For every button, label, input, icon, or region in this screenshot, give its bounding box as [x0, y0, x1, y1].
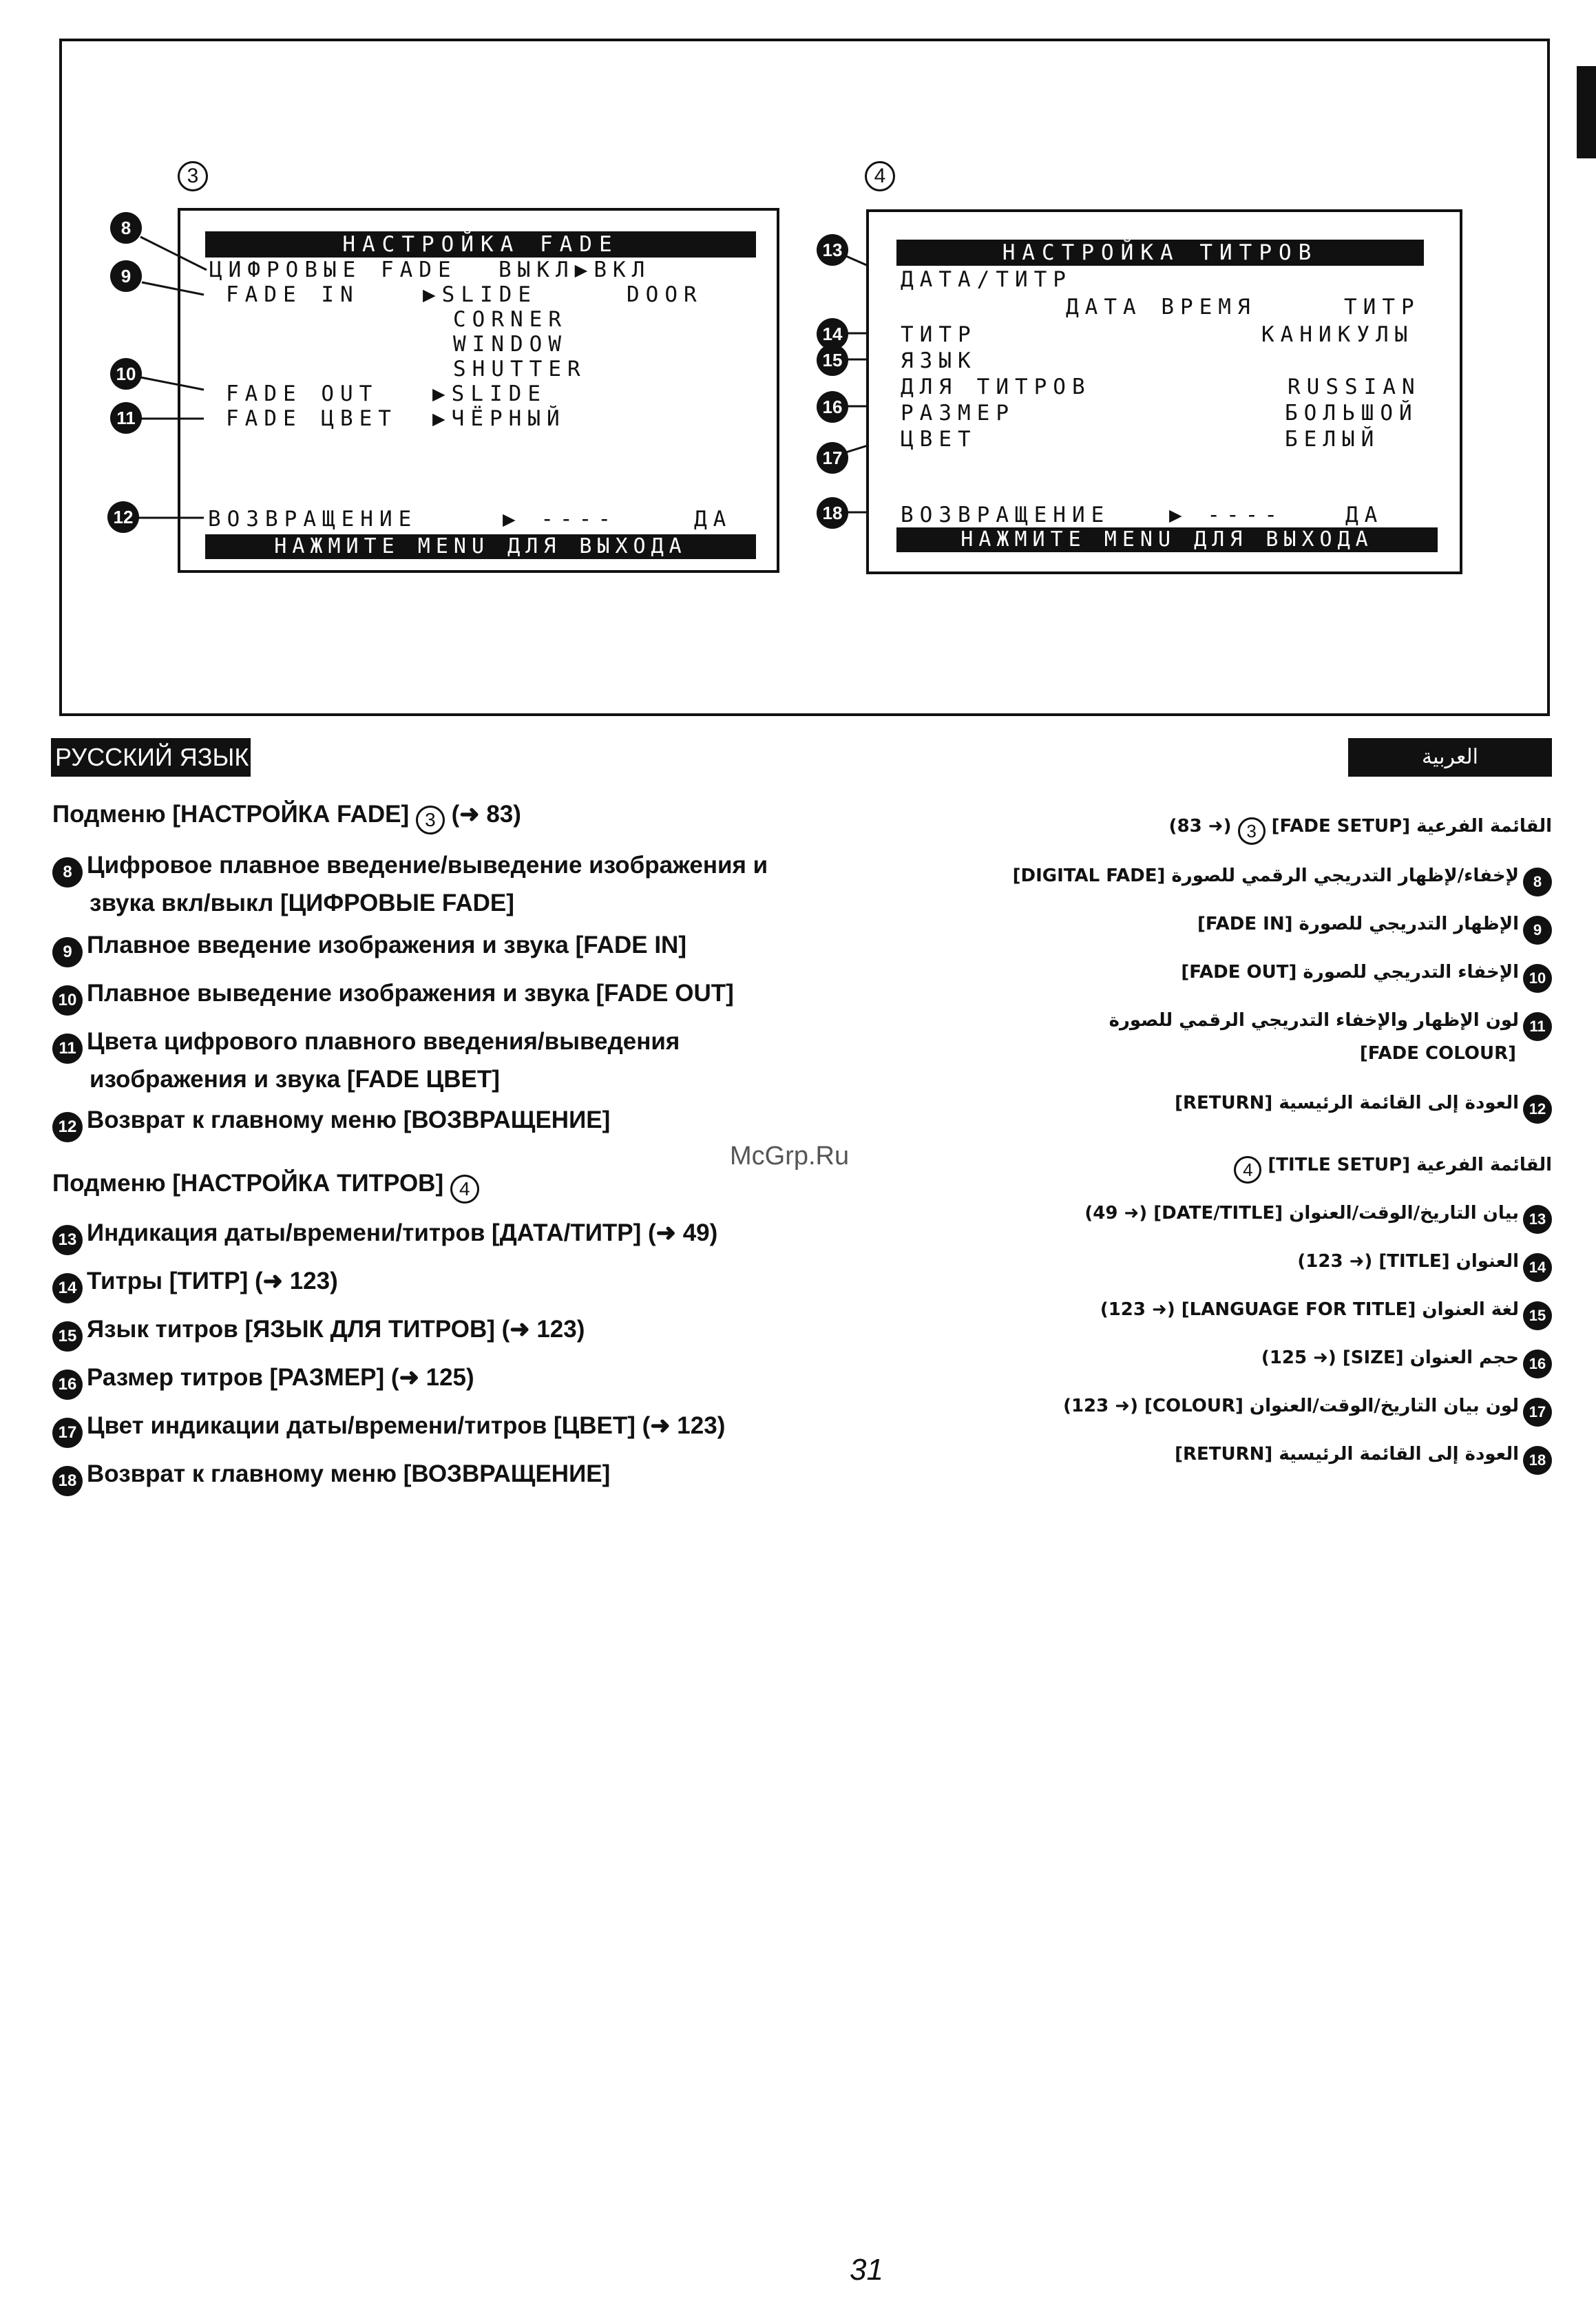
ru-item-11	[52, 1026, 844, 1095]
screen-b-date-title-options: ДАТА ВРЕМЯ	[1066, 295, 1257, 319]
ar-heading1-post: (➜ 83)	[1168, 816, 1232, 837]
ru-item-8	[52, 850, 844, 919]
screen-a-fade-colour-value: ▶ЧЁРНЫЙ	[432, 406, 566, 431]
ru-heading-fade-setup	[52, 799, 844, 835]
screen-b-date-title-value: ТИТР	[1344, 295, 1420, 319]
screen-a-digital-label: ЦИФРОВЫЕ FADE	[209, 258, 457, 282]
ar-item-12-num: 12	[1523, 1095, 1552, 1124]
ru-item-18	[52, 1458, 844, 1496]
ar-item-11-num: 11	[1523, 1012, 1552, 1041]
ar-item-17-num: 17	[1523, 1398, 1552, 1427]
screen-b-colour-value: БЕЛЫЙ	[1285, 427, 1380, 452]
ar-item-8-num: 8	[1523, 868, 1552, 896]
screen-b-size-value: БОЛЬШОЙ	[1285, 401, 1418, 426]
ar-heading2-ref: 4	[1234, 1156, 1261, 1184]
screen-a-fade-out-label: FADE OUT	[226, 381, 379, 406]
screen-b-date-title-label: ДАТА/ТИТР	[901, 267, 1072, 292]
page-number: 31	[850, 2253, 883, 2287]
ar-item-9-line1: الإظهار التدريجي للصورة [FADE IN]	[1197, 914, 1519, 934]
ru-item-10-line1: Плавное выведение изображения и звука [FADE OUT]	[87, 980, 734, 1007]
ru-item-8-line2: звука вкл/выкл [ЦИФРОВЫЕ FADE]	[90, 890, 514, 916]
ar-item-15	[863, 1297, 1552, 1330]
ru-item-9	[52, 930, 844, 967]
screen-b-return-arrow: ▶ ----	[1169, 503, 1283, 527]
screen-a-return-arrow: ▶ ----	[503, 507, 617, 532]
arabic-language-badge: العربية	[1348, 738, 1552, 777]
screen-a-fade-colour-label: FADE ЦВЕТ	[226, 406, 397, 431]
ru-item-12	[52, 1104, 844, 1142]
ar-item-15-line1: لغة العنوان [LANGUAGE FOR TITLE] (➜ 123)	[1100, 1299, 1519, 1320]
ru-item-16-line1: Размер титров [РАЗМЕР] (➜ 125)	[87, 1364, 474, 1391]
screen-b-lang-label-2: ДЛЯ ТИТРОВ	[901, 375, 1091, 399]
ru-heading2-ref: 4	[450, 1175, 479, 1204]
ru-item-17-line1: Цвет индикации даты/времени/титров [ЦВЕТ] (➜ 123)	[87, 1412, 726, 1439]
ar-item-10-num: 10	[1523, 964, 1552, 993]
ar-item-9	[863, 912, 1552, 945]
ru-heading1-post: (➜ 83)	[451, 801, 521, 828]
ru-heading-title-setup	[52, 1168, 844, 1204]
screen-b-lang-value: RUSSIAN	[1288, 375, 1421, 399]
ru-item-9-num: 9	[52, 937, 83, 967]
ru-item-18-line1: Возврат к главному меню [ВОЗВРАЩЕНИЕ]	[87, 1460, 611, 1487]
ar-item-13-line1: بيان التاريخ/الوقت/العنوان [DATE/TITLE] (➜ 49)	[1084, 1203, 1519, 1224]
ar-item-8-line1: لإخفاء/لإظهار التدريجي الرقمي للصورة [DIGITAL FADE]	[1012, 865, 1519, 886]
ar-item-18-line1: العودة إلى القائمة الرئيسية [RETURN]	[1175, 1444, 1519, 1465]
ru-item-14	[52, 1266, 844, 1303]
screen-title-setup	[866, 209, 1462, 574]
ru-item-13-line1: Индикация даты/времени/титров [ДАТА/ТИТР] (➜ 49)	[87, 1219, 718, 1246]
screen-b-title: НАСТРОЙКА ТИТРОВ	[896, 240, 1424, 266]
ru-item-8-line1: Цифровое плавное введение/выведение изображения и	[87, 852, 768, 879]
marker-13: 13	[817, 234, 848, 266]
ru-item-15-line1: Язык титров [ЯЗЫК ДЛЯ ТИТРОВ] (➜ 123)	[87, 1316, 585, 1343]
screen-b-title-label: ТИТР	[901, 322, 977, 347]
marker-9: 9	[110, 260, 142, 292]
screen-b-colour-label: ЦВЕТ	[901, 427, 977, 452]
ar-item-11	[863, 1008, 1552, 1066]
screen-b-return-value: ДА	[1345, 503, 1384, 527]
screen-a-fade-in-corner: CORNER	[453, 307, 567, 332]
ar-item-12	[863, 1091, 1552, 1124]
ru-heading1-ref: 3	[416, 806, 445, 835]
ru-item-10	[52, 978, 844, 1016]
screen-a-return-value: ДА	[694, 507, 733, 532]
screen-a-footer: НАЖМИТЕ MENU ДЛЯ ВЫХОДА	[205, 534, 756, 559]
screen-a-digital-value: ВЫКЛ▶ВКЛ	[498, 258, 651, 282]
screen-a-fade-in-door: DOOR	[627, 282, 703, 307]
screen-a-ref: 3	[178, 161, 208, 191]
marker-10: 10	[110, 358, 142, 390]
ar-heading1-text: القائمة الفرعية [FADE SETUP]	[1271, 816, 1552, 837]
ar-heading2-text: القائمة الفرعية [TITLE SETUP]	[1268, 1155, 1552, 1175]
screen-a-fade-in-label: FADE IN	[226, 282, 359, 307]
marker-18: 18	[817, 497, 848, 529]
ru-item-13-num: 13	[52, 1225, 83, 1255]
ru-item-16-num: 16	[52, 1370, 83, 1400]
marker-15: 15	[817, 344, 848, 376]
screen-a-fade-in-slide: ▶SLIDE	[423, 282, 537, 307]
marker-11: 11	[110, 402, 142, 434]
screen-b-size-label: РАЗМЕР	[901, 401, 1015, 426]
ru-item-13	[52, 1217, 844, 1255]
screen-b-lang-label-1: ЯЗЫК	[901, 348, 977, 373]
ru-heading2-text: Подменю [НАСТРОЙКА ТИТРОВ]	[52, 1170, 444, 1197]
ar-item-11-line1: لون الإظهار والإخفاء التدريجي الرقمي للصورة	[1109, 1010, 1519, 1031]
marker-12: 12	[107, 501, 139, 533]
ru-item-18-num: 18	[52, 1466, 83, 1496]
ar-item-16-num: 16	[1523, 1350, 1552, 1378]
screen-a-fade-in-window: WINDOW	[453, 332, 567, 357]
screen-b-footer: НАЖМИТЕ MENU ДЛЯ ВЫХОДА	[896, 527, 1438, 552]
ru-item-16	[52, 1362, 844, 1400]
ru-item-11-line2: изображения и звука [FADE ЦВЕТ]	[90, 1066, 500, 1093]
screen-a-fade-in-shutter: SHUTTER	[453, 357, 587, 381]
ru-item-17-num: 17	[52, 1418, 83, 1448]
watermark: McGrp.Ru	[730, 1142, 850, 1171]
ru-item-14-num: 14	[52, 1273, 83, 1303]
ar-item-14-line1: العنوان [TITLE] (➜ 123)	[1297, 1251, 1519, 1272]
ar-item-9-num: 9	[1523, 916, 1552, 945]
screen-b-ref: 4	[865, 161, 895, 191]
ar-item-15-num: 15	[1523, 1301, 1552, 1330]
ar-heading1-ref: 3	[1238, 817, 1266, 845]
ru-item-15-num: 15	[52, 1321, 83, 1352]
russian-language-badge: РУССКИЙ ЯЗЫК	[51, 738, 251, 777]
ru-item-15	[52, 1314, 844, 1352]
ru-item-10-num: 10	[52, 985, 83, 1016]
marker-16: 16	[817, 391, 848, 423]
ru-item-8-num: 8	[52, 857, 83, 888]
ar-item-8	[863, 863, 1552, 896]
ar-heading-title-setup	[863, 1153, 1552, 1184]
ar-item-16	[863, 1345, 1552, 1378]
marker-17: 17	[817, 442, 848, 474]
ru-item-9-line1: Плавное введение изображения и звука [FADE IN]	[87, 932, 686, 958]
ru-item-17	[52, 1410, 844, 1448]
screen-a-fade-out-value: ▶SLIDE	[432, 381, 547, 406]
ar-item-10-line1: الإخفاء التدريجي للصورة [FADE OUT]	[1181, 962, 1519, 983]
ru-item-14-line1: Титры [ТИТР] (➜ 123)	[87, 1268, 338, 1294]
ar-item-14-num: 14	[1523, 1253, 1552, 1282]
ar-item-14	[863, 1249, 1552, 1282]
marker-14: 14	[817, 318, 848, 350]
ar-item-18-num: 18	[1523, 1446, 1552, 1475]
ar-item-13-num: 13	[1523, 1205, 1552, 1234]
ar-item-17	[863, 1394, 1552, 1427]
ar-item-18	[863, 1442, 1552, 1475]
ar-item-13	[863, 1201, 1552, 1234]
ar-heading-fade-setup	[863, 814, 1552, 845]
ru-item-12-line1: Возврат к главному меню [ВОЗВРАЩЕНИЕ]	[87, 1106, 611, 1133]
ar-item-17-line1: لون بيان التاريخ/الوقت/العنوان [COLOUR] (➜ 123)	[1063, 1396, 1519, 1416]
screen-a-title: НАСТРОЙКА FADE	[205, 231, 756, 258]
marker-8: 8	[110, 212, 142, 244]
screen-b-title-value: КАНИКУЛЫ	[1261, 322, 1414, 347]
ru-heading1-text: Подменю [НАСТРОЙКА FADE]	[52, 801, 410, 828]
ar-item-16-line1: حجم العنوان [SIZE] (➜ 125)	[1261, 1347, 1519, 1368]
screen-a-return-label: ВОЗВРАЩЕНИЕ	[208, 507, 418, 532]
ru-item-11-line1: Цвета цифрового плавного введения/выведения	[87, 1028, 680, 1055]
ar-item-12-line1: العودة إلى القائمة الرئيسية [RETURN]	[1175, 1093, 1519, 1113]
ru-item-11-num: 11	[52, 1033, 83, 1064]
screen-b-return-label: ВОЗВРАЩЕНИЕ	[901, 503, 1111, 527]
ar-item-11-line2: [FADE COLOUR]	[1359, 1043, 1516, 1064]
ar-item-10	[863, 960, 1552, 993]
ru-item-12-num: 12	[52, 1112, 83, 1142]
